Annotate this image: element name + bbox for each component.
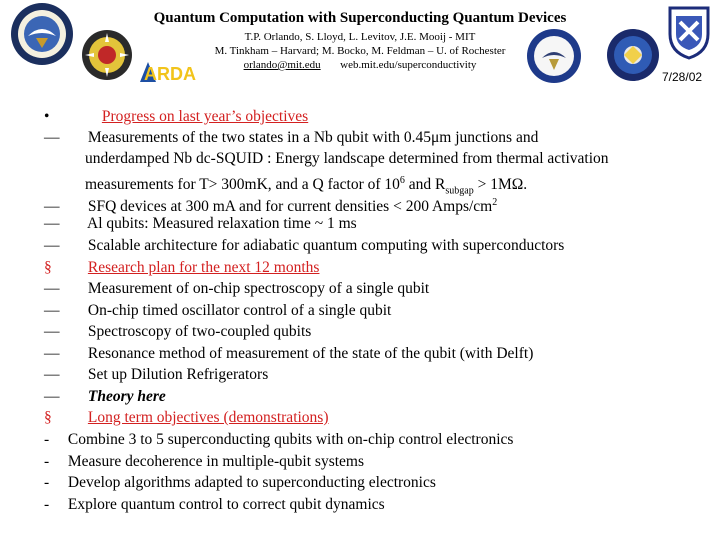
section-heading-progress: Progress on last year’s objectives [101, 108, 309, 125]
section-marker: § [44, 409, 52, 426]
item-text: Measure decoherence in multiple-qubit systems [67, 453, 365, 470]
item-text: Measurement of on-chip spectroscopy of a single qubit [87, 280, 430, 297]
list-item [44, 257, 319, 279]
item-text: Measurements of the two states in a Nb qubit with 0.45μm junctions and [87, 129, 539, 146]
dash-marker: — [44, 345, 60, 362]
contact-line [150, 58, 570, 72]
list-item [44, 321, 311, 343]
list-item [44, 429, 513, 451]
item-text: Develop algorithms adapted to superconducting electronics [67, 474, 436, 491]
list-item [44, 127, 538, 149]
svg-text:ARDA: ARDA [144, 64, 196, 84]
dash-marker: — [44, 366, 60, 383]
item-text: Al qubits: Measured relaxation time ~ 1 ms [87, 215, 357, 232]
item-text: SFQ devices at 300 mA and for current densities < 200 Amps/$cm^2$ [87, 197, 498, 216]
dash-marker: — [44, 302, 60, 319]
dash-marker: — [44, 237, 60, 254]
dash-marker: — [44, 129, 60, 146]
item-text: Set up Dilution Refrigerators [87, 366, 269, 383]
item-text: On-chip timed oscillator control of a single qubit [87, 302, 392, 319]
authors-line-2: M. Tinkham – Harvard; M. Bocko, M. Feldman – U. of Rochester [214, 45, 506, 57]
dash-marker: — [44, 215, 60, 232]
hyphen-marker: - [44, 474, 50, 491]
dash-marker: — [44, 198, 60, 216]
bullet-marker: • [44, 108, 50, 125]
authors-block [150, 30, 570, 72]
item-text: Combine 3 to 5 superconducting qubits with on-chip control electronics [67, 431, 514, 448]
email-link[interactable]: orlando@mit.edu [243, 59, 321, 71]
item-text: Explore quantum control to correct qubit dynamics [67, 496, 385, 513]
hyphen-marker: - [44, 431, 50, 448]
list-item [44, 300, 391, 322]
section-marker: § [44, 259, 52, 276]
slide-title: Quantum Computation with Superconducting Quantum Devices [153, 10, 567, 26]
authors-line-1: T.P. Orlando, S. Lloyd, L. Levitov, J.E. Mooij - MIT [244, 31, 476, 43]
section-heading-long-term: Long term objectives (demonstrations) [87, 409, 329, 426]
hyphen-marker: - [44, 496, 50, 513]
hyphen-marker: - [44, 453, 50, 470]
list-item [44, 386, 166, 408]
air-force-seal-logo [606, 28, 660, 82]
list-item-continuation: underdamped Nb dc-SQUID : Energy landscape determined from thermal activation [85, 150, 609, 167]
list-item [44, 278, 429, 300]
dash-marker: — [44, 323, 60, 340]
section-heading-research-plan: Research plan for the next 12 months [87, 259, 320, 276]
list-item [44, 106, 308, 128]
dash-marker: — [44, 280, 60, 297]
sun-emblem-logo [80, 28, 134, 82]
item-text: Resonance method of measurement of the state of the qubit (with Delft) [87, 345, 534, 362]
dash-marker: — [44, 388, 60, 405]
website-text: web.mit.edu/superconductivity [340, 59, 477, 71]
list-item [44, 407, 329, 429]
list-item [44, 364, 268, 386]
list-item [44, 494, 385, 516]
item-text-theory: Theory here [87, 388, 166, 405]
date-label: 7/28/02 [662, 70, 703, 84]
item-text: Scalable architecture for adiabatic quantum computing with superconductors [87, 237, 565, 254]
list-item-continuation: measurements for T> 300mK, and a Q factor of $10^6$ and $R_{subgap} > 1M\Omega$. [85, 175, 528, 197]
list-item [44, 213, 357, 235]
list-item [44, 472, 436, 494]
item-text: Spectroscopy of two-coupled qubits [87, 323, 312, 340]
list-item [44, 343, 533, 365]
list-item [44, 451, 364, 473]
list-item [44, 235, 564, 257]
